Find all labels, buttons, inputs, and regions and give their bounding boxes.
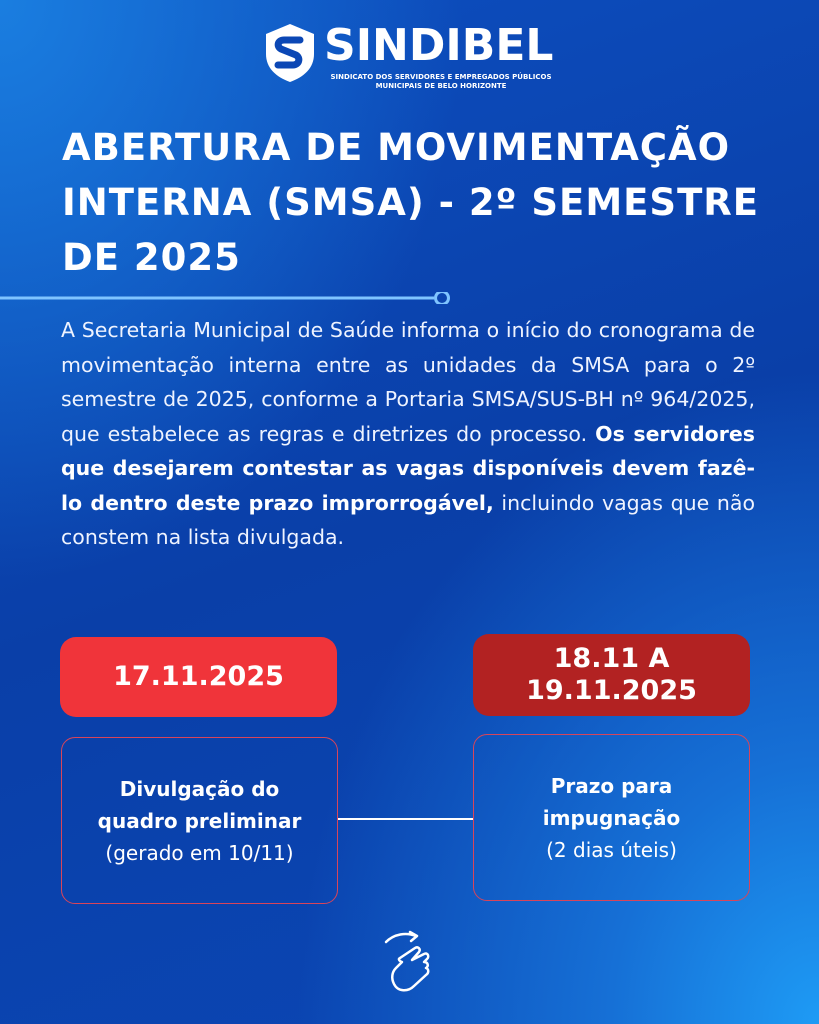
title-divider: [0, 292, 452, 304]
date-text-line2: 19.11.2025: [526, 675, 697, 706]
step-note: (2 dias úteis): [546, 837, 677, 862]
date-badge-publication: [60, 637, 337, 717]
date-text: 17.11.2025: [113, 661, 284, 692]
step-label-line1: Prazo para: [550, 773, 673, 798]
announcement-regular: A Secretaria Municipal de Saúde informa o início do cronograma de movimentação interna entre as unidades da SMSA para o 2º semestre de 2025, conforme a Portaria SMSA/SUS-BH nº 964/2025, que estabelece as regras e diretrizes do processo.: [61, 318, 755, 446]
brand-logo: [262, 20, 562, 90]
date-badge-appeal: [473, 634, 750, 716]
announcement-bold: Os servidores que desejarem contestar as vagas disponíveis devem fazê-lo dentro deste prazo improrrogável,: [61, 421, 755, 515]
step-card-publication: [61, 737, 338, 904]
timeline-connector: [338, 818, 473, 820]
brand-subtitle-line2: MUNICIPAIS DE BELO HORIZONTE: [375, 82, 507, 90]
title-line-3: DE 2025: [62, 236, 241, 279]
announcement-tail: incluindo vagas que não constem na lista divulgada.: [61, 490, 755, 549]
step-card-appeal: [473, 734, 750, 901]
step-note: (gerado em 10/11): [105, 840, 294, 865]
page-title: [62, 120, 762, 285]
step-label-line2: impugnação: [542, 805, 681, 830]
brand-subtitle-line1: SINDICATO DOS SERVIDORES E EMPREGADOS PÚBLICOS: [330, 73, 552, 81]
step-label-line1: Divulgação do: [119, 776, 280, 801]
title-line-2: INTERNA (SMSA) - 2º SEMESTRE: [62, 181, 760, 224]
sindibel-shield-logo-icon: [262, 22, 318, 84]
announcement-text: [61, 313, 755, 555]
date-text-line1: 18.11 A: [553, 643, 670, 674]
step-label-line2: quadro preliminar: [97, 808, 302, 833]
swipe-hand-icon[interactable]: [380, 928, 440, 998]
brand-name: SINDIBEL: [324, 20, 554, 71]
title-line-1: ABERTURA DE MOVIMENTAÇÃO: [62, 126, 731, 169]
